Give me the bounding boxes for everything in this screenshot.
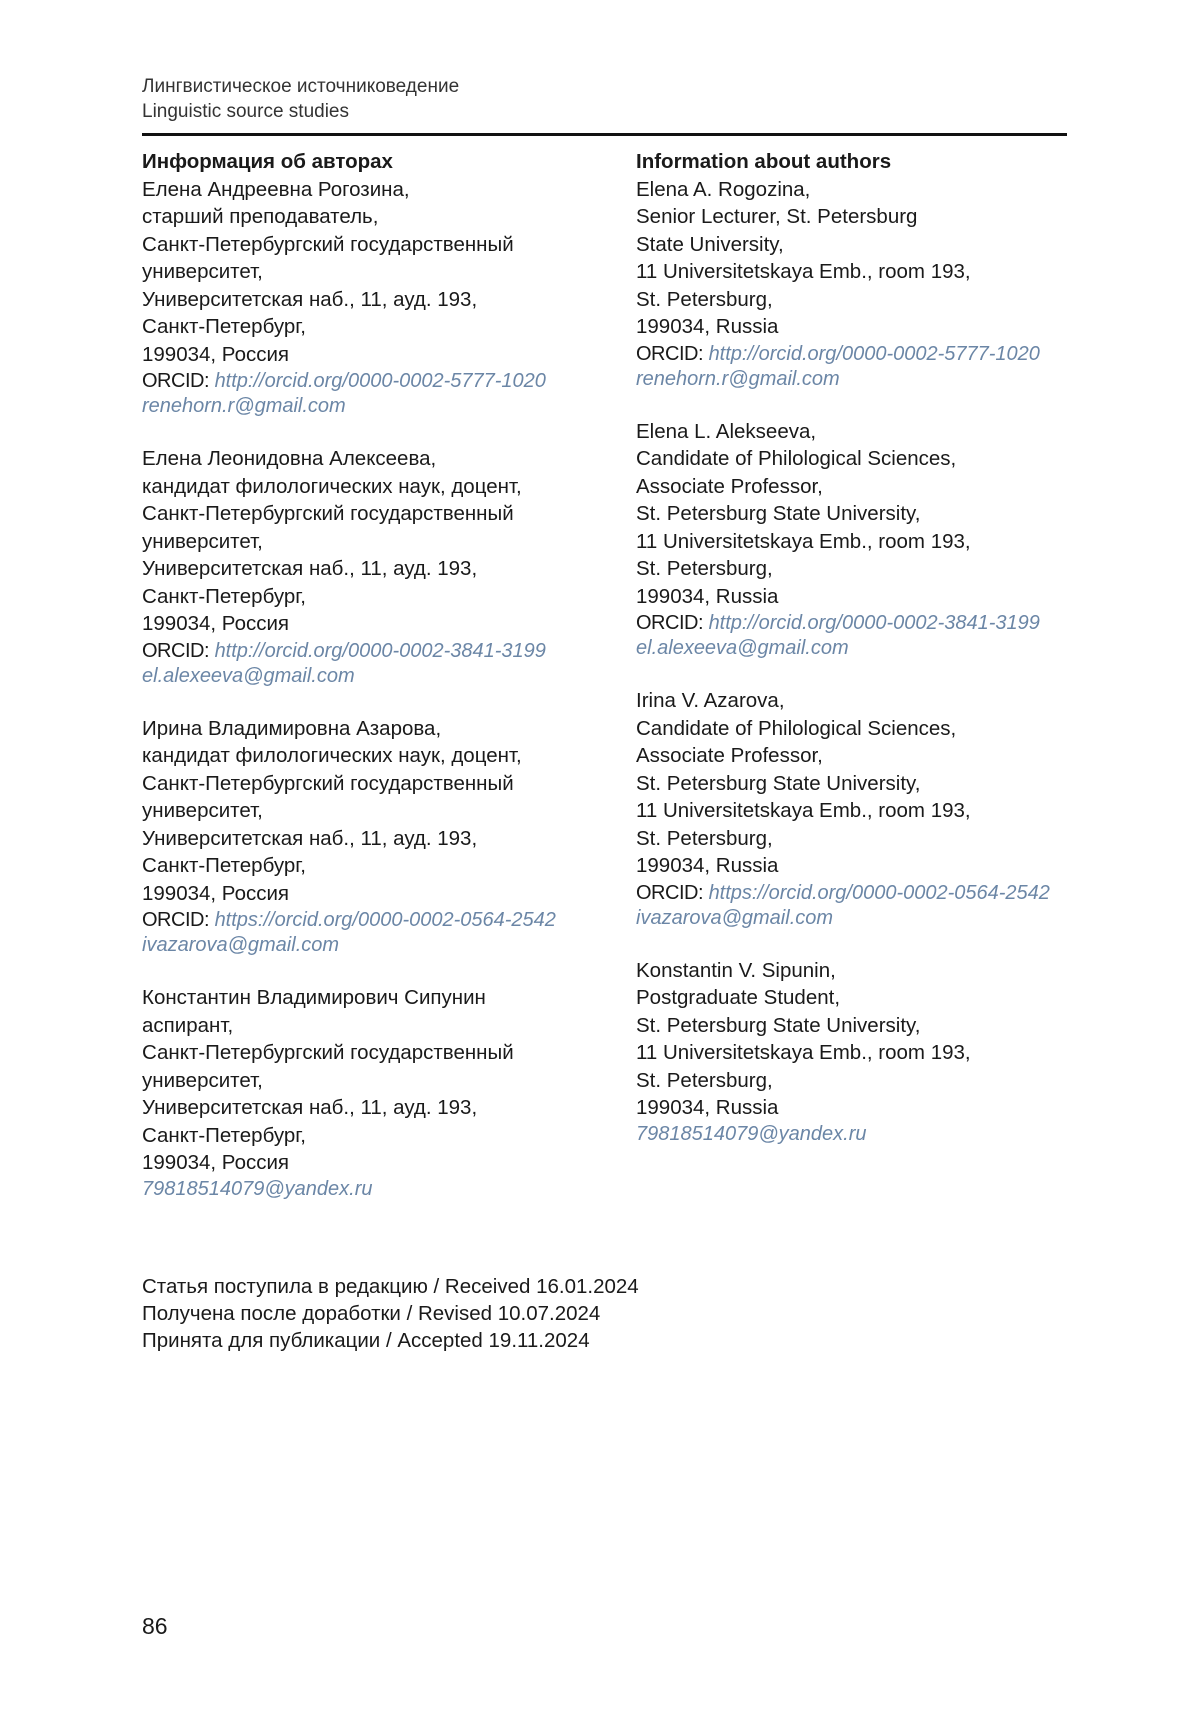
author-line: St. Petersburg, <box>636 826 773 850</box>
author-line: Associate Professor, <box>636 744 823 767</box>
email-link[interactable]: renehorn.r@gmail.com <box>636 367 840 390</box>
column-heading-en: Information about authors <box>636 150 892 173</box>
email-link[interactable]: el.alexeeva@gmail.com <box>636 637 849 659</box>
orcid-label: ORCID: <box>636 342 703 365</box>
author-line: Elena L. Alekseeva, <box>636 419 817 443</box>
orcid-label: ORCID: <box>142 909 209 931</box>
author-line: St. Petersburg, <box>636 557 773 580</box>
orcid-line <box>636 880 1106 906</box>
author-line: 199034, Россия <box>142 1151 290 1174</box>
email-link[interactable]: renehorn.r@gmail.com <box>142 395 346 417</box>
author-line: Университетская наб., 11, ауд. 193, <box>142 287 478 311</box>
author-line: 199034, Russia <box>636 584 779 608</box>
author-line: 199034, Россия <box>142 881 290 905</box>
orcid-line <box>142 368 612 394</box>
author-line: Senior Lecturer, St. Petersburg <box>636 205 918 228</box>
orcid-link[interactable]: https://orcid.org/0000-0002-0564-2542 <box>214 909 556 931</box>
author-list-en <box>636 176 1106 1146</box>
author-line: Konstantin V. Sipunin, <box>636 958 836 982</box>
authors-column-ru <box>142 148 612 1228</box>
author-list-ru <box>142 176 612 1201</box>
orcid-link[interactable]: https://orcid.org/0000-0002-0564-2542 <box>708 881 1050 904</box>
author-line: кандидат филологических наук, доцент, <box>142 744 522 767</box>
running-head-ru: Лингвистическое источниковедение <box>142 76 460 97</box>
author-line: Irina V. Azarova, <box>636 689 785 712</box>
page-number: 86 <box>142 1613 168 1639</box>
author-line: Елена Леонидовна Алексеева, <box>142 447 437 470</box>
author-line: Postgraduate Student, <box>636 986 841 1009</box>
author-entry <box>142 445 612 688</box>
author-line: Candidate of Philological Sciences, <box>636 716 957 740</box>
author-line: Университетская наб., 11, ауд. 193, <box>142 826 478 850</box>
author-line: St. Petersburg State University, <box>636 1013 921 1037</box>
orcid-line <box>142 907 612 933</box>
orcid-line <box>636 341 1106 367</box>
orcid-link[interactable]: http://orcid.org/0000-0002-3841-3199 <box>708 612 1040 634</box>
author-entry <box>142 984 612 1201</box>
column-heading-ru: Информация об авторах <box>142 150 393 173</box>
author-line: Елена Андреевна Рогозина, <box>142 177 410 201</box>
running-head-en: Linguistic source studies <box>142 101 349 122</box>
email-link[interactable]: 79818514079@yandex.ru <box>142 1177 373 1200</box>
author-line: аспирант, <box>142 1013 234 1037</box>
author-entry <box>636 687 1106 930</box>
author-line: 199034, Russia <box>636 854 779 877</box>
received-date: Статья поступила в редакцию / Received 16.01.2024 <box>142 1275 639 1298</box>
author-line: St. Petersburg, <box>636 1068 773 1092</box>
orcid-line <box>142 638 612 664</box>
author-line: Санкт-Петербург, <box>142 854 306 877</box>
author-entry <box>636 418 1106 661</box>
authors-column-en <box>636 148 1106 1173</box>
email-link[interactable]: ivazarova@gmail.com <box>142 934 340 956</box>
author-line: 199034, Russia <box>636 315 779 338</box>
orcid-link[interactable]: http://orcid.org/0000-0002-5777-1020 <box>708 342 1040 365</box>
author-line: Университетская наб., 11, ауд. 193, <box>142 557 478 580</box>
orcid-label: ORCID: <box>636 881 703 904</box>
author-line: университет, <box>142 529 263 553</box>
author-line: старший преподаватель, <box>142 205 379 228</box>
author-line: Candidate of Philological Sciences, <box>636 447 957 470</box>
orcid-label: ORCID: <box>142 639 209 662</box>
author-line: Санкт-Петербургский государственный <box>142 502 514 525</box>
author-line: Санкт-Петербургский государственный <box>142 232 514 256</box>
email-link[interactable]: 79818514079@yandex.ru <box>636 1122 867 1145</box>
author-line: Associate Professor, <box>636 474 823 498</box>
author-line: Университетская наб., 11, ауд. 193, <box>142 1096 478 1119</box>
accepted-date: Принята для публикации / Accepted 19.11.2024 <box>142 1329 590 1352</box>
author-line: 199034, Россия <box>142 612 290 635</box>
author-line: State University, <box>636 232 784 256</box>
article-history <box>142 1273 639 1354</box>
author-line: St. Petersburg, <box>636 287 773 311</box>
author-line: университет, <box>142 799 263 822</box>
author-entry <box>142 715 612 958</box>
author-entry <box>142 176 612 419</box>
author-line: 11 Universitetskaya Emb., room 193, <box>636 529 971 553</box>
author-line: Константин Владимирович Сипунин <box>142 986 486 1009</box>
revised-date: Получена после доработки / Revised 10.07.2024 <box>142 1302 601 1325</box>
running-head <box>142 74 459 124</box>
author-line: кандидат филологических наук, доцент, <box>142 474 522 498</box>
author-line: университет, <box>142 1068 263 1092</box>
author-entry <box>636 176 1106 391</box>
author-line: Санкт-Петербург, <box>142 1123 306 1147</box>
orcid-line <box>636 610 1106 636</box>
author-line: Ирина Владимировна Азарова, <box>142 716 442 740</box>
author-line: Elena A. Rogozina, <box>636 177 811 201</box>
author-line: Санкт-Петербург, <box>142 315 306 338</box>
author-line: 11 Universitetskaya Emb., room 193, <box>636 799 971 822</box>
email-link[interactable]: ivazarova@gmail.com <box>636 906 834 929</box>
orcid-link[interactable]: http://orcid.org/0000-0002-3841-3199 <box>214 639 546 662</box>
orcid-label: ORCID: <box>636 612 703 634</box>
author-line: 199034, Россия <box>142 342 290 366</box>
author-line: 11 Universitetskaya Emb., room 193, <box>636 1041 971 1064</box>
author-line: 199034, Russia <box>636 1096 779 1119</box>
orcid-label: ORCID: <box>142 370 209 392</box>
author-line: Санкт-Петербургский государственный <box>142 771 514 795</box>
author-line: 11 Universitetskaya Emb., room 193, <box>636 260 971 283</box>
author-line: St. Petersburg State University, <box>636 502 921 525</box>
author-line: Санкт-Петербург, <box>142 584 306 608</box>
author-line: Санкт-Петербургский государственный <box>142 1041 514 1064</box>
orcid-link[interactable]: http://orcid.org/0000-0002-5777-1020 <box>214 370 546 392</box>
author-line: St. Petersburg State University, <box>636 771 921 795</box>
author-line: университет, <box>142 260 263 283</box>
email-link[interactable]: el.alexeeva@gmail.com <box>142 664 355 687</box>
author-entry <box>636 957 1106 1146</box>
header-rule <box>142 133 1067 136</box>
